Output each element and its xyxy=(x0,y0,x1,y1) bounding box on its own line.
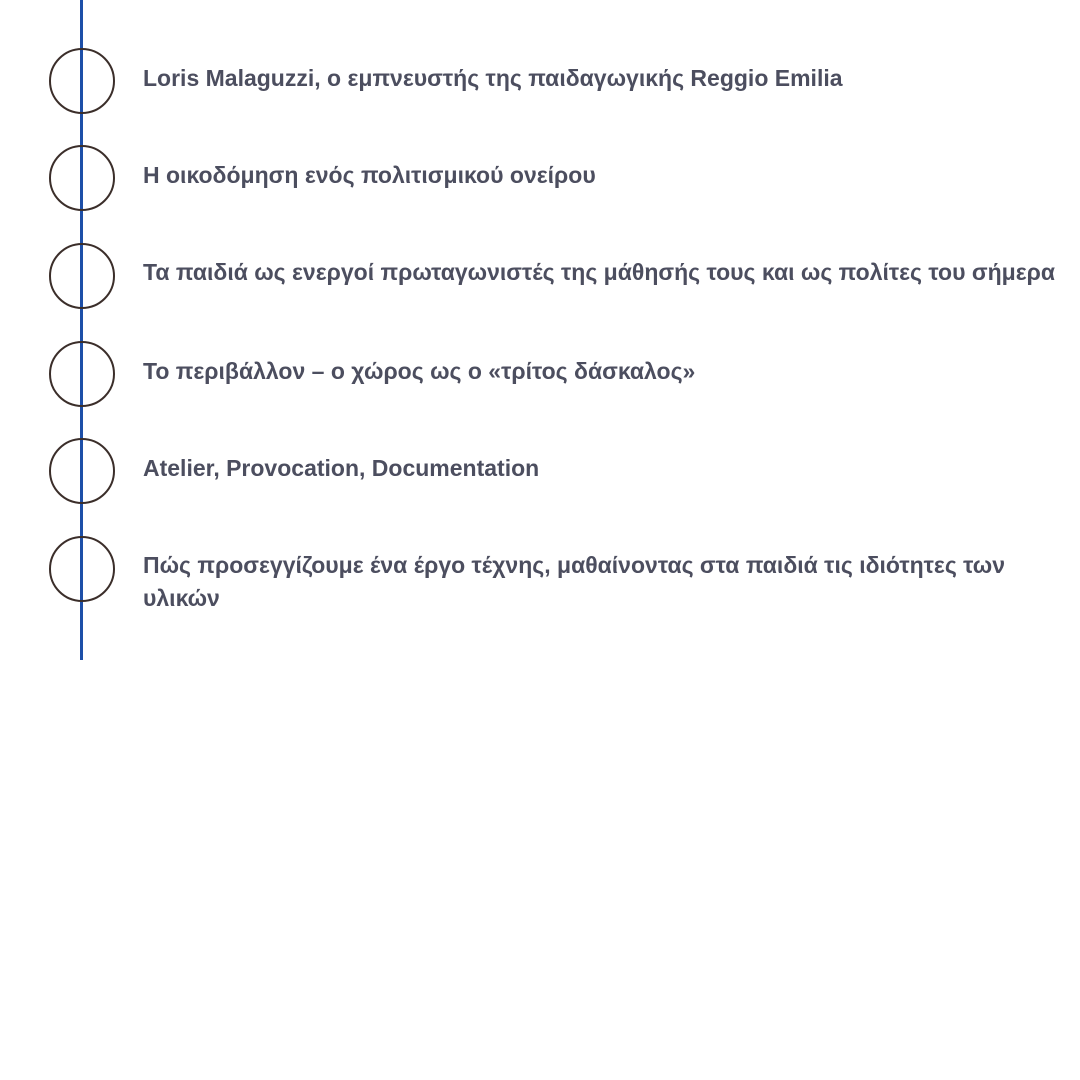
timeline-item-5-label: Atelier, Provocation, Documentation xyxy=(143,455,540,481)
timeline-item-3-label: Τα παιδιά ως ενεργοί πρωταγωνιστές της μάθησής τους και ως πολίτες του σήμερα xyxy=(143,259,1055,285)
timeline-item-1-label: Loris Malaguzzi, ο εμπνευστής της παιδαγωγικής Reggio Emilia xyxy=(143,65,843,91)
timeline-item-6-label: Πώς προσεγγίζουμε ένα έργο τέχνης, μαθαίνοντας στα παιδιά τις ιδιότητες των υλικών xyxy=(143,552,1006,611)
timeline-marker-5 xyxy=(49,438,115,504)
timeline-marker-1 xyxy=(49,48,115,114)
timeline-marker-4 xyxy=(49,341,115,407)
timeline-marker-2 xyxy=(49,145,115,211)
timeline-item-4-label: Το περιβάλλον – ο χώρος ως ο «τρίτος δάσκαλος» xyxy=(143,358,696,384)
timeline-marker-3 xyxy=(49,243,115,309)
timeline-marker-6 xyxy=(49,536,115,602)
timeline-item-2-label: Η οικοδόμηση ενός πολιτισμικού ονείρου xyxy=(143,162,596,188)
